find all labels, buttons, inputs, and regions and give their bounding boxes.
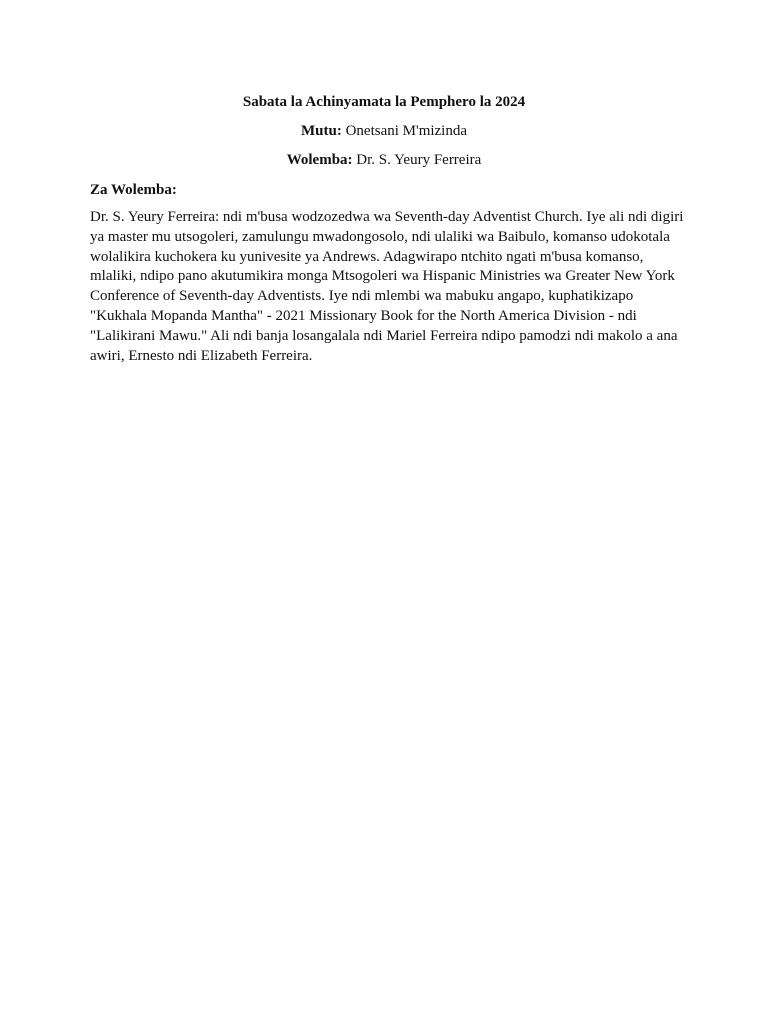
author-label: Mutu: [300, 123, 342, 139]
writer-label: Wolemba: [286, 152, 353, 168]
document-title: Sabata la Achinyamata la Pemphero la 2024 [242, 94, 526, 110]
author-line [0, 121, 768, 141]
author-bio-paragraph: Dr. S. Yeury Ferreira: ndi m'busa wodzozedwa wa Seventh-day Adventist Church. Iye ali ndi digiri ya master mu utsogoleri, zamulungu mwadongosolo, ndi ulaliki wa Baibulo, komanso udokotala wolalikira kuchokera ku yunivesite ya Andrews. Adagwirapo ntchito ngati m'busa komanso, mlaliki, ndipo pano akutumikira monga Mtsogoleri wa Hispanic Ministries wa Greater New York Conference of Seventh-day Adventists. Iye ndi mlembi wa mabuku angapo, kuphatikizapo "Kukhala Mopanda Mantha" - 2021 Missionary Book for the North America Division - ndi "Lalikirani Mawu." Ali ndi banja losangalala ndi Mariel Ferreira ndipo pamodzi ndi makolo a ana awiri, Ernesto ndi Elizabeth Ferreira. [90, 209, 684, 364]
writer-value: Dr. S. Yeury Ferreira [356, 152, 482, 168]
author-value: Onetsani M'mizinda [345, 123, 468, 139]
section-heading: Za Wolemba: [90, 182, 177, 198]
writer-line [0, 150, 768, 170]
